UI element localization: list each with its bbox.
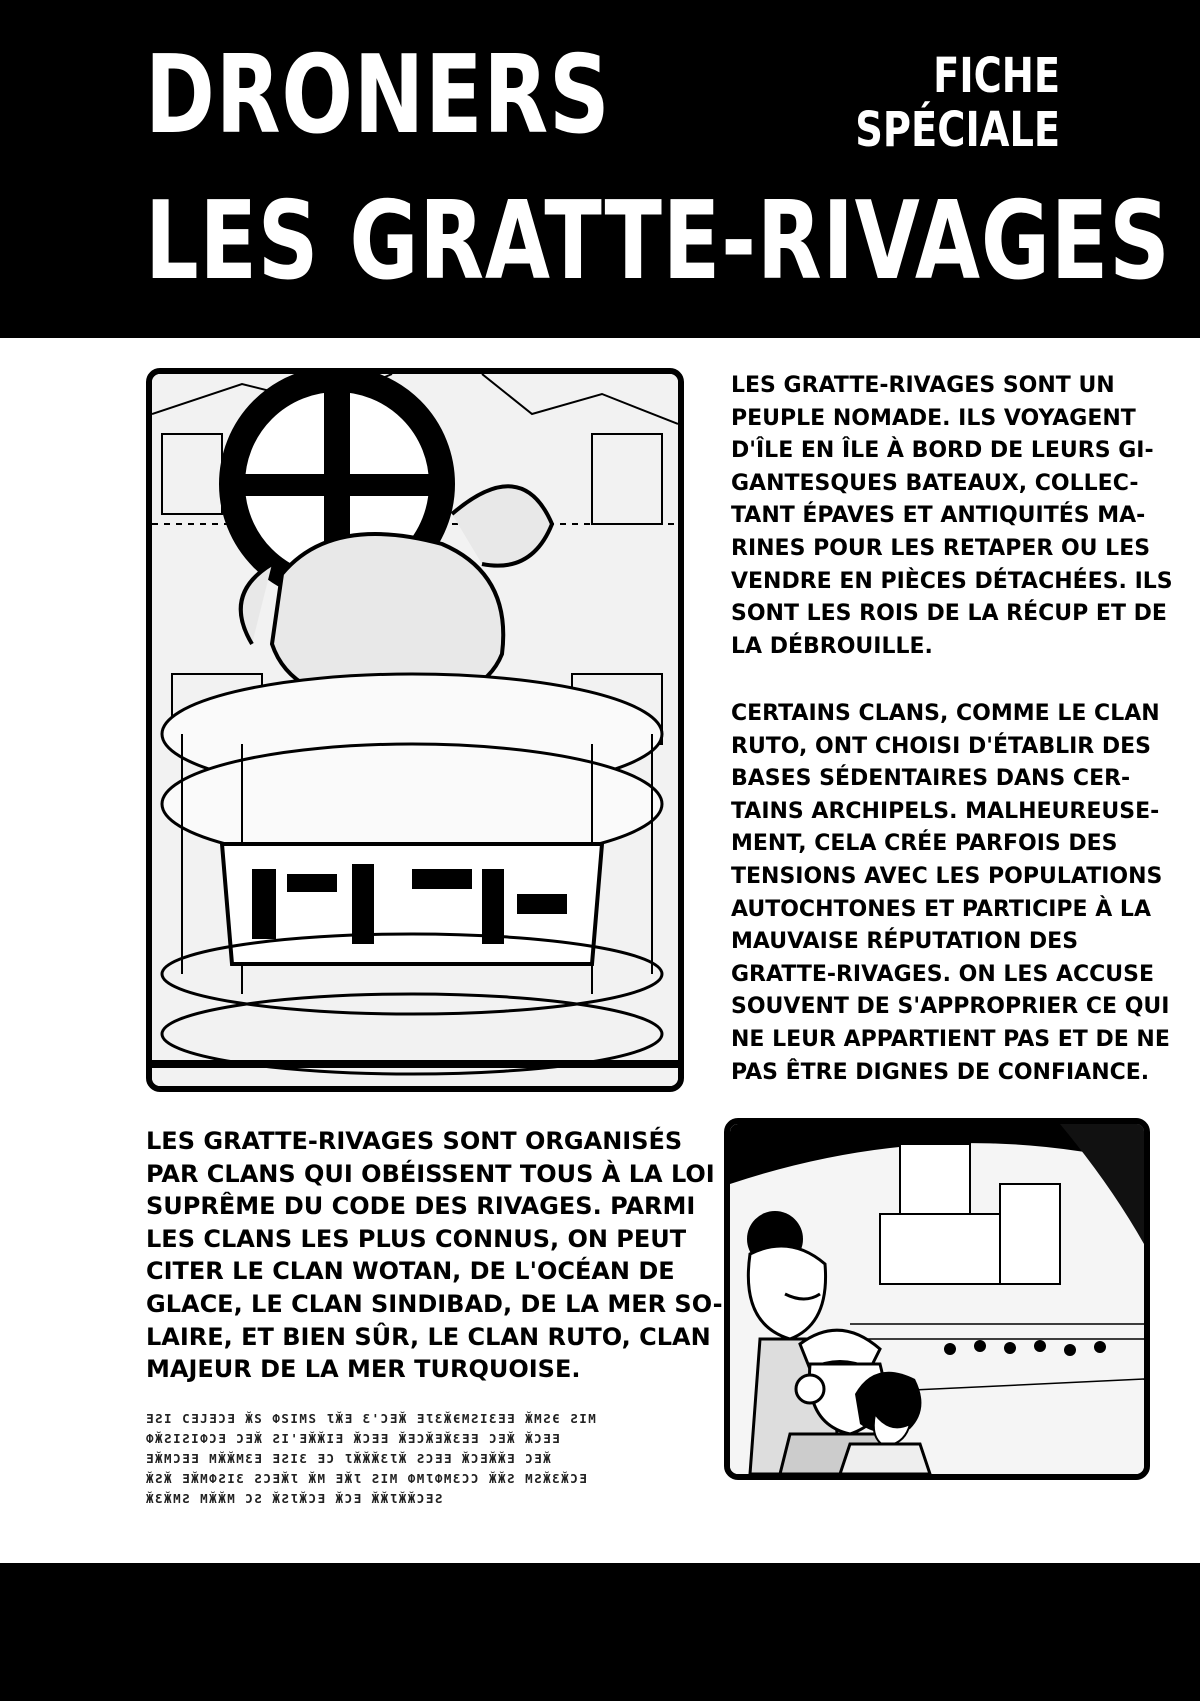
alien-line: ƎӁMƆƎƎ MӁӁMƐƎ ƎƧIƐ ƎƆ ƖӁӁӁƐƖӁ ƧƆƎƎ ӁƆƎӁӁƎ ƆƎӁ [146, 1451, 553, 1466]
text-line: GANTESQUES BATEAUX, COLLEC- [731, 470, 1139, 496]
text-line: TANT ÉPAVES ET ANTIQUITÉS MA- [731, 503, 1146, 529]
text-line: PEUPLE NOMADE. ILS VOYAGENT [731, 405, 1136, 431]
text-line: TAINS ARCHIPELS. MALHEUREUSE- [731, 798, 1160, 824]
alien-script-block [146, 1409, 696, 1509]
text-line: MAUVAISE RÉPUTATION DES [731, 929, 1079, 955]
alien-line: ФӁƧIƧIФƆƎ ƆƎӁ ƧI'ƎӁӁIƎ ӁƆƎƎ ӁƎƆӁƎӁƐƎƎ ƆƎӁ ӁƆƎƎ [146, 1431, 562, 1446]
text-line: SOUVENT DE S'APPROPRIER CE QUI [731, 994, 1170, 1020]
text-line: CITER LE CLAN WOTAN, DE L'OCÉAN DE [146, 1257, 675, 1286]
description-paragraph-1 [731, 370, 1173, 663]
text-line: LES GRATTE-RIVAGES SONT UN [731, 373, 1115, 398]
city-illustration [152, 374, 678, 1086]
text-line: TENSIONS AVEC LES POPULATIONS [731, 863, 1163, 889]
badge-line-2: SPÉCIALE [855, 101, 1060, 158]
text-line: GRATTE-RIVAGES. ON LES ACCUSE [731, 961, 1155, 987]
alien-line: ӁƧӁ ƎӁMФƧIƐ ƧƆƎӁƖ ӁM ƎӁƖ ƧIM ФMƖФMƐƆƆ ӁӁƧ MƧӁƐӁƆƎ [146, 1471, 589, 1486]
text-line: LAIRE, ET BIEN SÛR, LE CLAN RUTO, CLAN [146, 1322, 711, 1351]
text-line: BASES SÉDENTAIRES DANS CER- [731, 766, 1131, 792]
city-illustration-panel [146, 368, 684, 1092]
alien-line: ƎƧI CƎJƎƆƎ ӁS ФЅIMS ƖӁƎ Ɛ'ƆƎӁ ƎƖƐӁЄMƧIƐƎƎ ӁMƧЄ ƧIM [146, 1411, 598, 1426]
text-line: PAR CLANS QUI OBÉISSENT TOUS À LA LOI [146, 1159, 715, 1188]
title-line-1: DRONERS [145, 33, 611, 158]
header-band [0, 0, 1200, 338]
footer-band [0, 1563, 1200, 1701]
text-line: LA DÉBROUILLE. [731, 633, 933, 659]
text-line: VENDRE EN PIÈCES DÉTACHÉES. ILS [731, 568, 1173, 594]
text-line: NE LEUR APPARTIENT PAS ET DE NE [731, 1026, 1170, 1052]
badge-line-1: FICHE [932, 48, 1060, 104]
text-line: RINES POUR LES RETAPER OU LES [731, 535, 1151, 561]
text-line: AUTOCHTONES ET PARTICIPE À LA [731, 896, 1151, 922]
text-line: PAS ÊTRE DIGNES DE CONFIANCE. [731, 1059, 1150, 1085]
text-line: MAJEUR DE LA MER TURQUOISE. [146, 1355, 581, 1384]
text-line: CERTAINS CLANS, COMME LE CLAN [731, 701, 1160, 726]
text-line: SUPRÊME DU CODE DES RIVAGES. PARMI [146, 1192, 696, 1221]
description-paragraph-2 [731, 698, 1170, 1089]
text-line: SONT LES ROIS DE LA RÉCUP ET DE [731, 601, 1167, 627]
special-badge [855, 50, 1060, 158]
characters-illustration [730, 1124, 1144, 1474]
text-line: LES GRATTE-RIVAGES SONT ORGANISÉS [146, 1127, 683, 1155]
alien-line: ӁƐӁMƧ MӁӁM ƆƧ ӁƧƖӁƆƎ ӁƆƎ ӁӁƖӁӁƆƎƧ [146, 1491, 444, 1506]
clans-paragraph [146, 1125, 723, 1386]
text-line: LES CLANS LES PLUS CONNUS, ON PEUT [146, 1224, 687, 1253]
title-line-2: LES GRATTE-RIVAGES [145, 179, 1171, 304]
text-line: D'ÎLE EN ÎLE À BORD DE LEURS GI- [731, 438, 1154, 464]
characters-illustration-panel [724, 1118, 1150, 1480]
text-line: GLACE, LE CLAN SINDIBAD, DE LA MER SO- [146, 1289, 723, 1318]
text-line: RUTO, ONT CHOISI D'ÉTABLIR DES [731, 733, 1152, 759]
text-line: MENT, CELA CRÉE PARFOIS DES [731, 831, 1118, 857]
